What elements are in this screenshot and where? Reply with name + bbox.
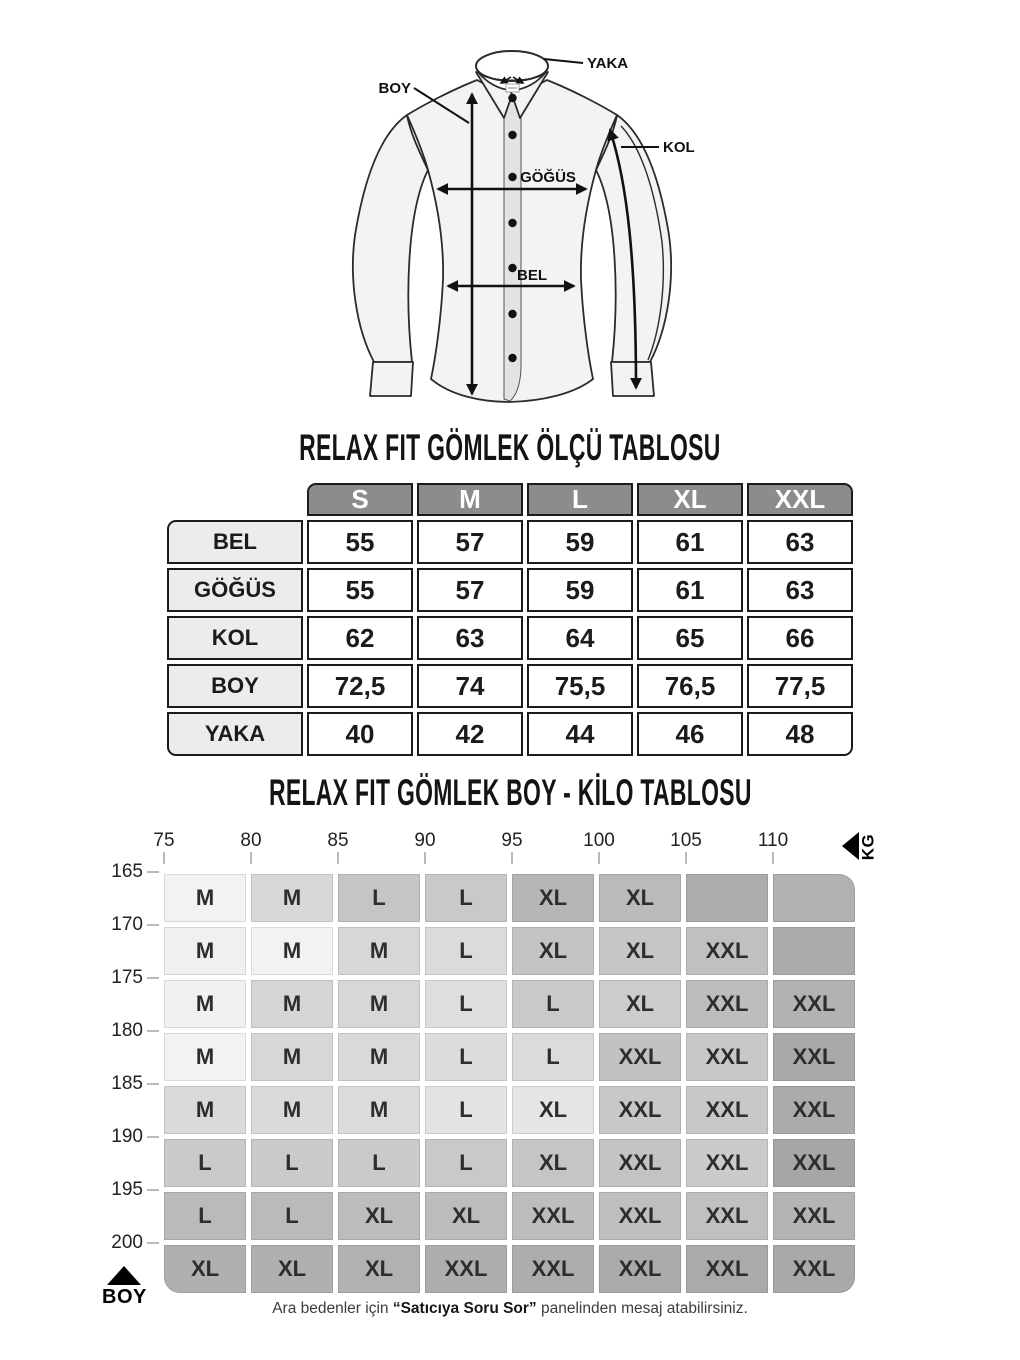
kilo-cell: XXL — [686, 1139, 768, 1187]
size-value: 72,5 — [307, 664, 413, 708]
kg-axis-label-box — [859, 831, 879, 861]
size-header-l: L — [527, 483, 633, 516]
kilo-cell: M — [338, 927, 420, 975]
kilo-grid — [164, 874, 855, 1293]
kilo-cell: XL — [599, 874, 681, 922]
kilo-cell — [773, 927, 855, 975]
kilo-cell: XL — [599, 980, 681, 1028]
kilo-cell: M — [251, 1033, 333, 1081]
kg-tick-mark — [337, 852, 339, 864]
height-tick-label: 200 — [111, 1232, 143, 1253]
kilo-cell: L — [338, 874, 420, 922]
kilo-cell — [773, 874, 855, 922]
kilo-cell: XXL — [773, 1245, 855, 1293]
kilo-cell: L — [425, 980, 507, 1028]
size-value: 59 — [527, 520, 633, 564]
size-value: 46 — [637, 712, 743, 756]
size-row-label: YAKA — [167, 712, 303, 756]
kilo-cell: XL — [512, 1086, 594, 1134]
kg-tick-label: 85 — [327, 830, 349, 851]
kilo-cell: M — [164, 1033, 246, 1081]
height-tick-mark — [147, 977, 159, 979]
kilo-cell: L — [425, 1086, 507, 1134]
kg-tick-label: 105 — [670, 830, 702, 851]
kg-tick-mark — [511, 852, 513, 864]
kilo-cell: L — [251, 1192, 333, 1240]
shirt-diagram — [280, 30, 740, 430]
size-value: 77,5 — [747, 664, 853, 708]
height-tick-mark — [147, 1189, 159, 1191]
shirt-right-sleeve — [596, 115, 671, 362]
kilo-table-title-text: RELAX FIT GÖMLEK BOY - KİLO TABLOSU — [268, 772, 752, 813]
kilo-cell: L — [164, 1139, 246, 1187]
size-value: 42 — [417, 712, 523, 756]
height-tick-label: 165 — [111, 861, 143, 882]
kilo-cell: M — [164, 980, 246, 1028]
kg-tick-mark — [424, 852, 426, 864]
kilo-cell: XXL — [773, 1086, 855, 1134]
size-value: 75,5 — [527, 664, 633, 708]
height-tick-label: 195 — [111, 1179, 143, 1200]
kilo-cell: M — [251, 874, 333, 922]
height-tick-label: 170 — [111, 914, 143, 935]
kilo-cell: XXL — [773, 1139, 855, 1187]
kilo-cell: M — [338, 1086, 420, 1134]
height-tick-mark — [147, 1136, 159, 1138]
height-tick-label: 185 — [111, 1073, 143, 1094]
kg-tick-mark — [163, 852, 165, 864]
kilo-cell: L — [512, 1033, 594, 1081]
kilo-cell: XL — [512, 927, 594, 975]
height-tick-label: 180 — [111, 1020, 143, 1041]
kilo-cell: XXL — [686, 927, 768, 975]
kg-tick-label: 75 — [153, 830, 175, 851]
size-value: 57 — [417, 568, 523, 612]
size-row-label: BEL — [167, 520, 303, 564]
kg-tick-label: 100 — [583, 830, 615, 851]
size-row-label: KOL — [167, 616, 303, 660]
kg-tick-label: 95 — [501, 830, 523, 851]
size-value: 64 — [527, 616, 633, 660]
kilo-cell: M — [164, 927, 246, 975]
kilo-cell: XXL — [686, 1192, 768, 1240]
kilo-cell: L — [338, 1139, 420, 1187]
kilo-cell: XXL — [599, 1245, 681, 1293]
size-header-s: S — [307, 483, 413, 516]
kilo-cell: L — [425, 927, 507, 975]
kilo-cell: M — [251, 927, 333, 975]
kg-tick-label: 80 — [240, 830, 262, 851]
kilo-cell: XXL — [599, 1033, 681, 1081]
shirt-left-cuff — [370, 362, 413, 396]
height-tick-mark — [147, 1030, 159, 1032]
kg-axis-marker — [842, 831, 879, 861]
kilo-cell: M — [251, 1086, 333, 1134]
kilo-cell: L — [251, 1139, 333, 1187]
kilo-cell: XXL — [599, 1139, 681, 1187]
kilo-cell: L — [164, 1192, 246, 1240]
size-value: 44 — [527, 712, 633, 756]
shirt-right-cuff — [611, 362, 654, 396]
size-value: 40 — [307, 712, 413, 756]
size-value: 61 — [637, 568, 743, 612]
size-value: 66 — [747, 616, 853, 660]
size-row-label: GÖĞÜS — [167, 568, 303, 612]
size-header-xl: XL — [637, 483, 743, 516]
kilo-cell: XXL — [773, 1192, 855, 1240]
size-value: 55 — [307, 520, 413, 564]
kg-axis-label: KG — [858, 833, 878, 861]
kilo-cell: L — [425, 1033, 507, 1081]
kilo-cell: XL — [338, 1192, 420, 1240]
kilo-cell: XXL — [686, 980, 768, 1028]
gogus-label: GÖĞÜS — [520, 169, 576, 186]
size-value: 48 — [747, 712, 853, 756]
size-value: 63 — [417, 616, 523, 660]
kilo-cell — [686, 874, 768, 922]
kg-tick-mark — [250, 852, 252, 864]
kilo-cell: M — [251, 980, 333, 1028]
kilo-cell: XXL — [512, 1245, 594, 1293]
kilo-cell: XXL — [512, 1192, 594, 1240]
height-tick-label: 190 — [111, 1126, 143, 1147]
yaka-leader-line — [544, 59, 583, 63]
height-tick-label: 175 — [111, 967, 143, 988]
kilo-cell: XXL — [425, 1245, 507, 1293]
kg-tick-mark — [598, 852, 600, 864]
kilo-cell: XXL — [686, 1086, 768, 1134]
kilo-cell: XXL — [773, 980, 855, 1028]
kilo-cell: M — [164, 874, 246, 922]
kilo-cell: L — [425, 874, 507, 922]
size-value: 55 — [307, 568, 413, 612]
footer-note — [0, 1300, 1020, 1318]
kilo-cell: M — [164, 1086, 246, 1134]
kilo-cell: XL — [512, 1139, 594, 1187]
size-value: 63 — [747, 568, 853, 612]
kilo-cell: XL — [425, 1192, 507, 1240]
size-table-corner — [167, 483, 303, 516]
boy-arrow-icon — [107, 1266, 141, 1285]
kilo-table-title — [0, 772, 1020, 813]
kg-tick-label: 110 — [757, 830, 789, 851]
size-table — [167, 483, 853, 756]
kilo-cell: XL — [338, 1245, 420, 1293]
boy-label: BOY — [378, 80, 411, 97]
size-table-title-text: RELAX FIT GÖMLEK ÖLÇÜ TABLOSU — [299, 427, 721, 468]
kilo-cell: XL — [512, 874, 594, 922]
kilo-cell: M — [338, 1033, 420, 1081]
kilo-cell: XXL — [773, 1033, 855, 1081]
size-value: 59 — [527, 568, 633, 612]
kilo-cell: L — [512, 980, 594, 1028]
kilo-cell: XL — [164, 1245, 246, 1293]
size-value: 76,5 — [637, 664, 743, 708]
kilo-cell: XXL — [686, 1245, 768, 1293]
bel-label: BEL — [517, 267, 547, 284]
height-tick-mark — [147, 871, 159, 873]
shirt-left-sleeve — [353, 115, 428, 362]
kilo-cell: M — [338, 980, 420, 1028]
kilo-cell: XXL — [686, 1033, 768, 1081]
kilo-cell: L — [425, 1139, 507, 1187]
boy-axis-label: BOY — [102, 1286, 147, 1308]
size-value: 63 — [747, 520, 853, 564]
size-row-label: BOY — [167, 664, 303, 708]
footer-suffix: panelinden mesaj atabilirsiniz. — [536, 1300, 748, 1317]
kg-arrow-icon — [842, 832, 859, 860]
kg-tick-mark — [685, 852, 687, 864]
size-value: 57 — [417, 520, 523, 564]
footer-prefix: Ara bedenler için — [272, 1300, 393, 1317]
kilo-cell: XL — [251, 1245, 333, 1293]
footer-bold: “Satıcıya Soru Sor” — [392, 1300, 537, 1317]
size-header-m: M — [417, 483, 523, 516]
height-tick-mark — [147, 1083, 159, 1085]
size-value: 74 — [417, 664, 523, 708]
kg-tick-mark — [772, 852, 774, 864]
kilo-cell: XL — [599, 927, 681, 975]
kilo-cell: XXL — [599, 1192, 681, 1240]
yaka-label: YAKA — [587, 55, 629, 72]
kg-tick-label: 90 — [414, 830, 436, 851]
kilo-cell: XXL — [599, 1086, 681, 1134]
size-value: 65 — [637, 616, 743, 660]
size-table-title — [0, 427, 1020, 468]
size-value: 61 — [637, 520, 743, 564]
size-header-xxl: XXL — [747, 483, 853, 516]
height-tick-mark — [147, 1242, 159, 1244]
size-value: 62 — [307, 616, 413, 660]
kol-label: KOL — [663, 139, 695, 156]
height-tick-mark — [147, 924, 159, 926]
